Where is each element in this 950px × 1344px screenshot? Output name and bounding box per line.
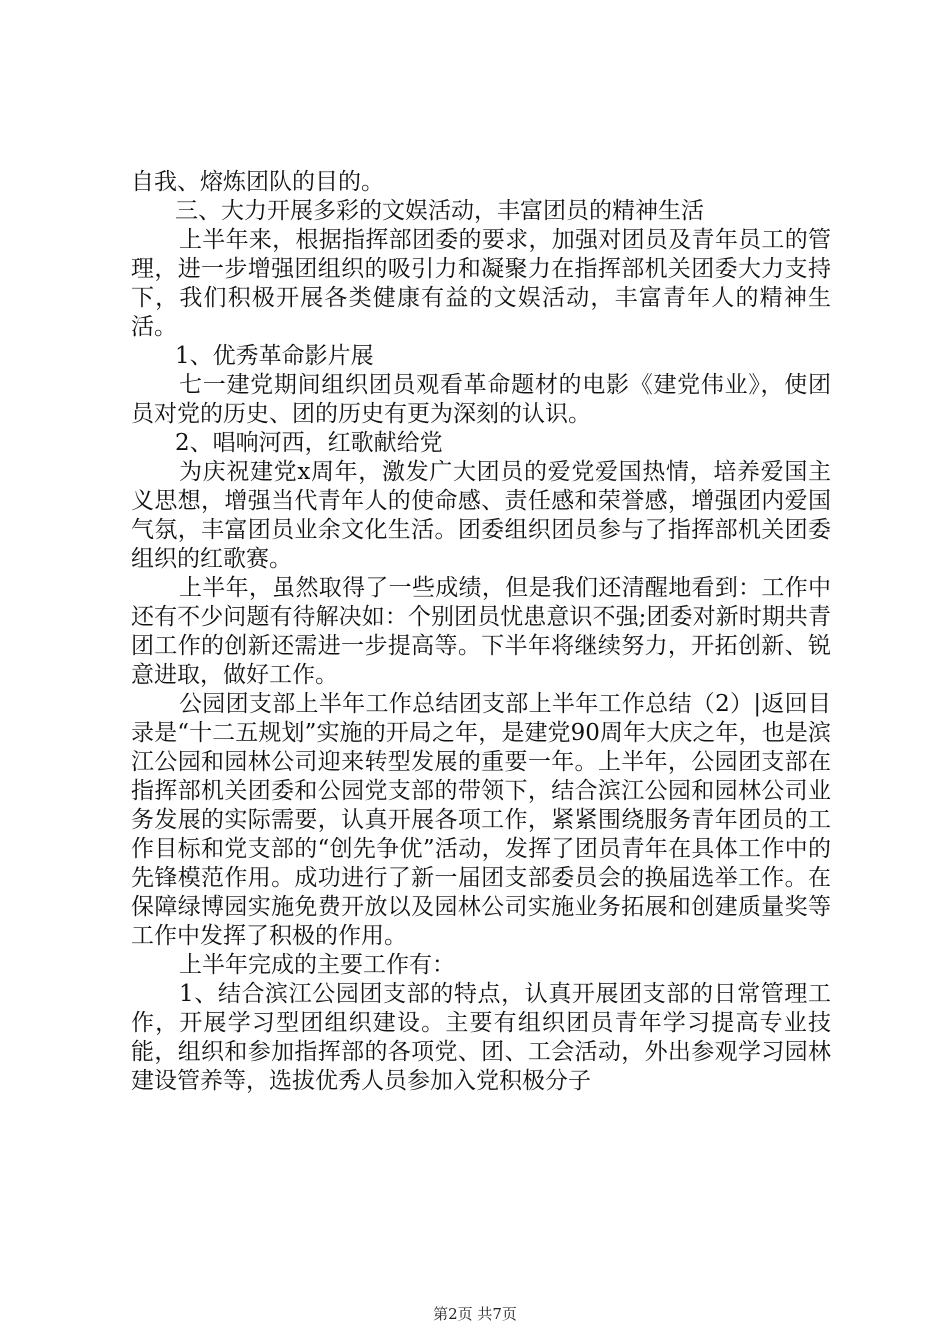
subheading-1: 1、优秀革命影片展 (175, 343, 374, 369)
paragraph: 上半年来，根据指挥部团委的要求，加强对团员及青年员工的管理，进一步增强团组织的吸引力和凝聚力在指挥部机关团委大力支持下，我们积极开展各类健康有益的文娱活动，丰富青年人的精神生活。 (131, 227, 831, 340)
paragraph: 七一建党期间组织团员观看革命题材的电影《建党伟业》，使团员对党的历史、团的历史有更为深刻的认识。 (131, 372, 831, 427)
document-body (131, 168, 831, 1096)
paragraph: 公园团支部上半年工作总结团支部上半年工作总结（2）|返回目录是“十二五规划”实施的开局之年，是建党90周年大庆之年，也是滨江公园和园林公司迎来转型发展的重要一年。上半年，公园团支部在指挥部机关团委和公园党支部的带领下，结合滨江公园和园林公司业务发展的实际需要，认真开展各项工作，紧紧围绕服务青年团员的工作目标和党支部的“创先争优”活动，发挥了团员青年在具体工作中的先锋模范作用。成功进行了新一届团支部委员会的换届选举工作。在保障绿博园实施免费开放以及园林公司实施业务拓展和创建质量奖等工作中发挥了积极的作用。 (131, 691, 831, 949)
paragraph: 上半年，虽然取得了一些成绩，但是我们还清醒地看到：工作中还有不少问题有待解决如：个别团员忧患意识不强;团委对新时期共青团工作的创新还需进一步提高等。下半年将继续努力，开拓创新、锐意进取，做好工作。 (131, 575, 831, 688)
paragraph: 上半年完成的主要工作有： (179, 952, 455, 978)
subheading-2: 2、唱响河西，红歌献给党 (175, 430, 443, 456)
page-footer: 第2页 共7页 (433, 1305, 517, 1323)
paragraph: 为庆祝建党x周年，激发广大团员的爱党爱国热情，培养爱国主义思想，增强当代青年人的使命感、责任感和荣誉感，增强团内爱国气氛，丰富团员业余文化生活。团委组织团员参与了指挥部机关团委组织的红歌赛。 (131, 459, 831, 572)
paragraph: 1、结合滨江公园团支部的特点，认真开展团支部的日常管理工作，开展学习型团组织建设。主要有组织团员青年学习提高专业技能，组织和参加指挥部的各项党、团、工会活动，外出参观学习园林建设管养等，选拔优秀人员参加入党积极分子 (131, 981, 831, 1094)
section-heading-3: 三、大力开展多彩的文娱活动，丰富团员的精神生活 (175, 198, 704, 224)
paragraph-continuation: 自我、熔炼团队的目的。 (131, 169, 384, 195)
